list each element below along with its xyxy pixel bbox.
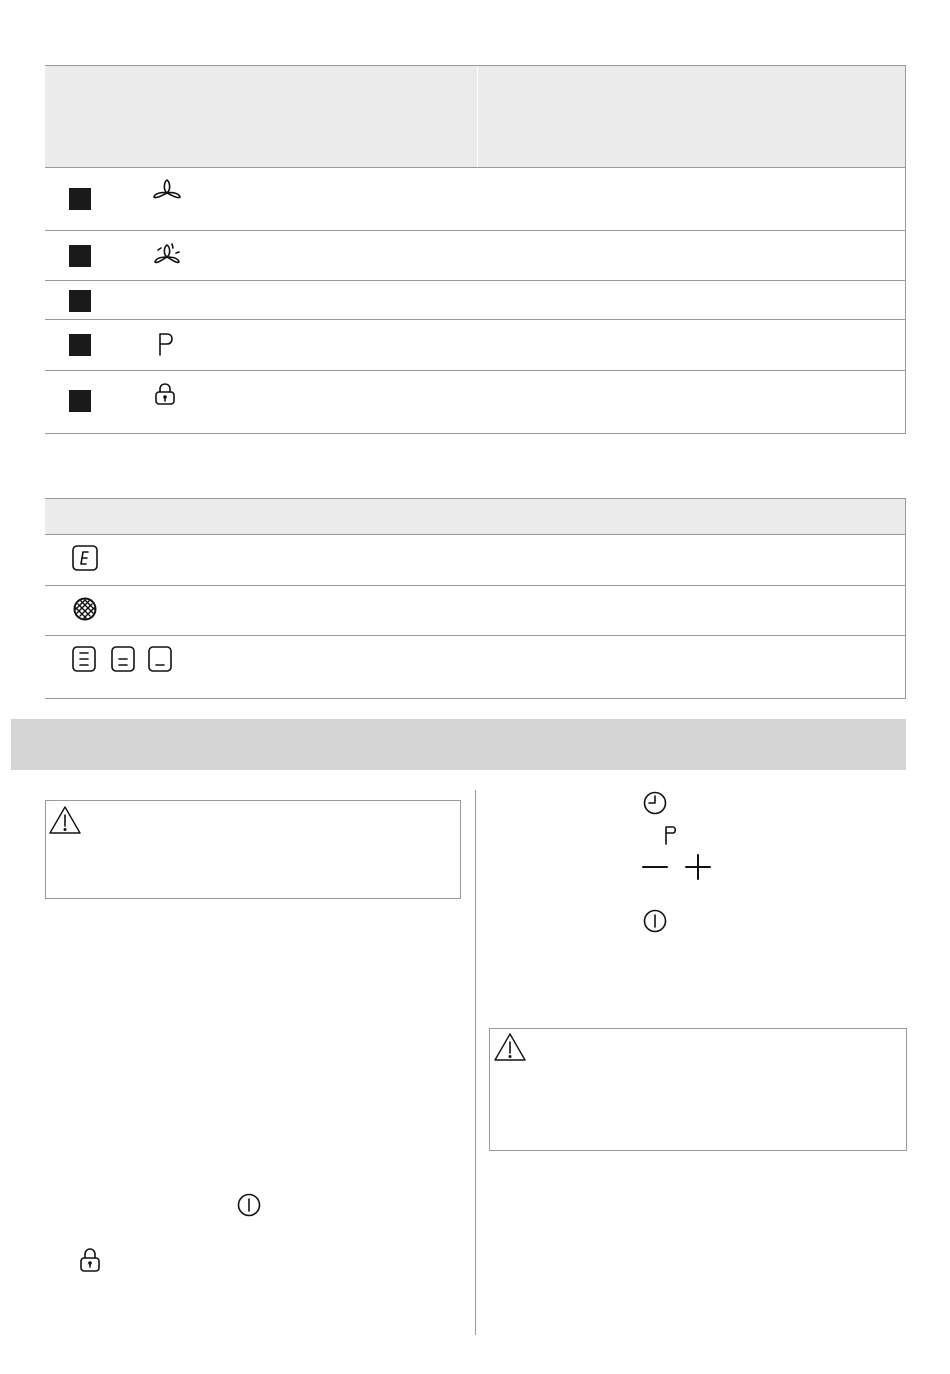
grease-filter-icon <box>73 597 97 621</box>
power-icon <box>237 1193 261 1217</box>
row-divider <box>45 230 906 231</box>
p-symbol-icon <box>664 825 678 845</box>
fan-high-icon <box>153 242 181 270</box>
row-divider <box>45 585 906 586</box>
row-divider <box>45 280 906 281</box>
column-divider <box>477 66 478 167</box>
lock-icon <box>79 1248 101 1272</box>
power-icon <box>643 909 667 933</box>
table-1-top-rule <box>45 65 906 66</box>
column-separator <box>475 790 476 1335</box>
warning-box <box>489 1028 907 1151</box>
black-square-marker <box>69 188 91 210</box>
black-square-marker <box>69 334 91 356</box>
lock-icon <box>154 383 176 405</box>
table-right-border <box>905 66 906 433</box>
fan-icon <box>153 179 181 205</box>
table-2-header <box>45 499 905 534</box>
e-display-icon <box>72 545 98 571</box>
row-divider <box>45 370 906 371</box>
table-right-border <box>905 499 906 698</box>
black-square-marker <box>69 290 91 312</box>
timer-icon <box>643 791 667 815</box>
plus-icon <box>685 854 711 880</box>
table-1-bottom-rule <box>45 433 906 434</box>
black-square-marker <box>69 245 91 267</box>
p-symbol-icon <box>158 332 174 356</box>
section-heading-band <box>11 719 906 770</box>
table-1-header <box>45 66 905 167</box>
minus-icon <box>642 855 668 879</box>
black-square-marker <box>69 390 91 412</box>
row-divider <box>45 534 906 535</box>
table-2-bottom-rule <box>45 698 906 699</box>
table-2-top-rule <box>45 498 906 499</box>
row-divider <box>45 319 906 320</box>
warning-box <box>45 800 461 899</box>
warning-icon <box>49 806 81 834</box>
warning-icon <box>494 1033 526 1061</box>
row-divider <box>45 635 906 636</box>
row-divider <box>45 167 906 168</box>
level-display-icons <box>72 646 176 672</box>
